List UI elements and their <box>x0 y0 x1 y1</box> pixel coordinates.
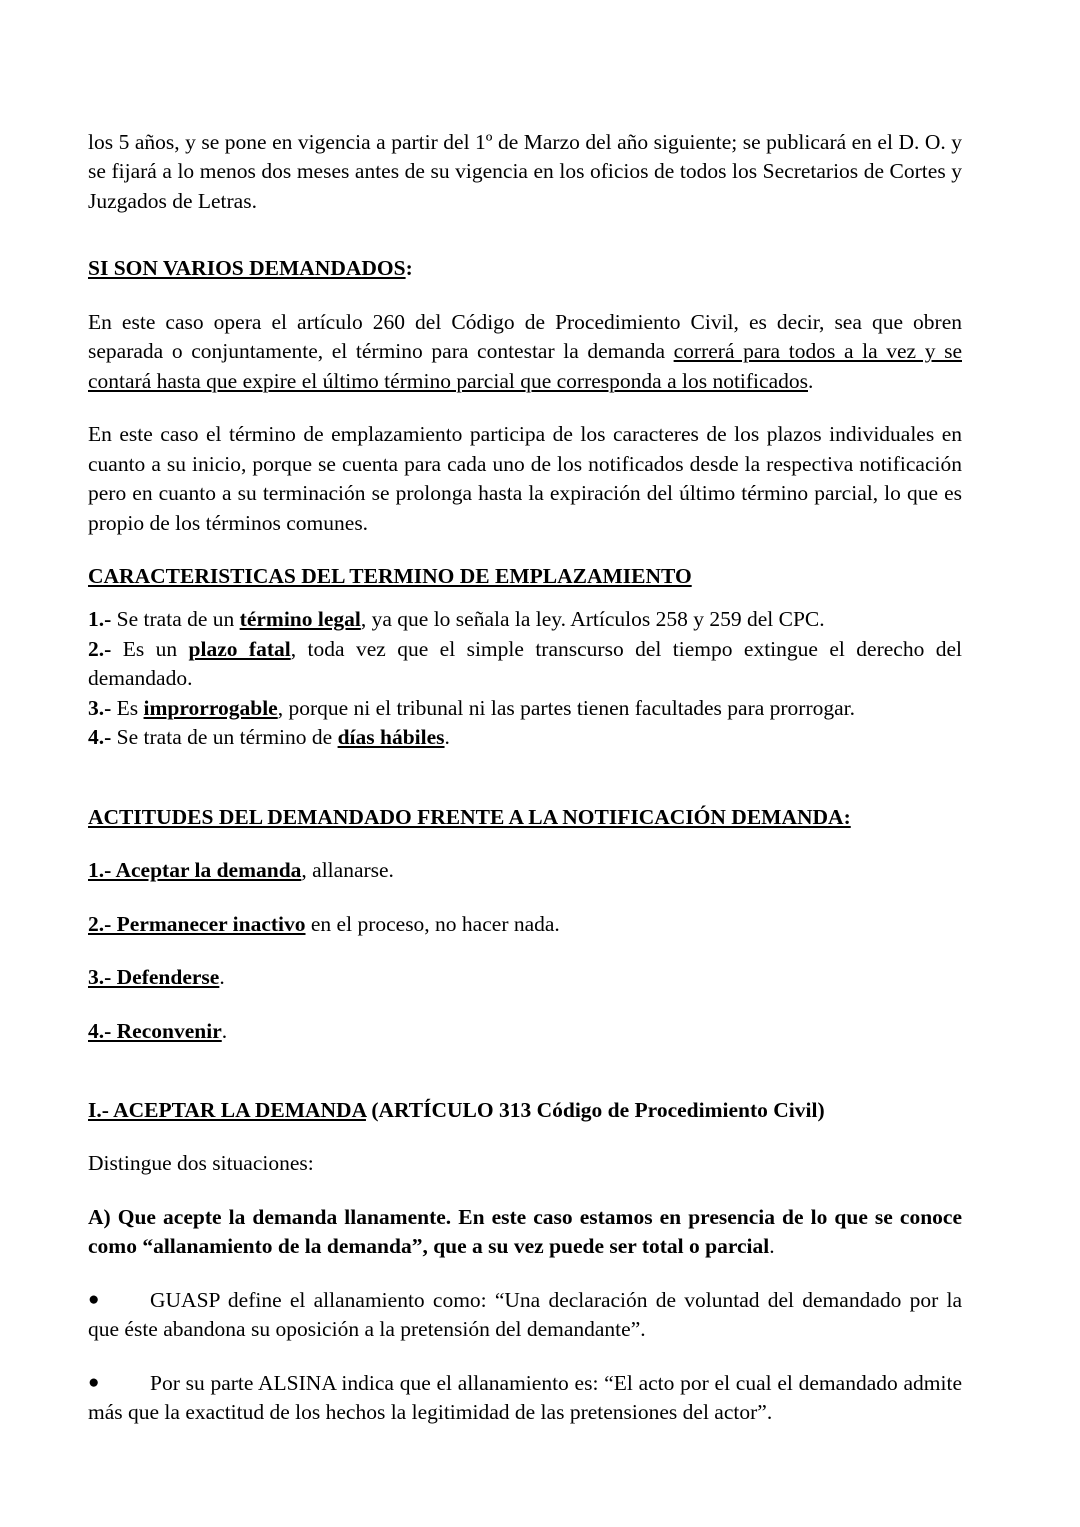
caracteristica-item-pre: Se trata de un término de <box>111 725 338 750</box>
heading-aceptar-la-demanda <box>88 1096 962 1125</box>
spacer <box>88 538 962 562</box>
actitud-item-rest: en el proceso, no hacer nada. <box>305 911 560 936</box>
heading-actitudes-text: ACTITUDES DEL DEMANDADO FRENTE A LA NOTIFICACIÓN DEMANDA: <box>88 804 851 829</box>
caracteristica-item-key-term: días hábiles <box>337 725 445 750</box>
actitud-item-rest: . <box>219 965 225 990</box>
bullet-alsina-content: Por su parte ALSINA indica que el allanamiento es: “El acto por el cual el demandado admite más que la exactitud de los hechos la legitimidad de las pretensiones del actor”. <box>88 1370 962 1425</box>
heading-varios-demandados-colon: : <box>405 256 413 281</box>
actitud-item-label: 2.- Permanecer inactivo <box>88 911 306 936</box>
spacer <box>88 591 962 605</box>
caracteristica-item-number: 1.- <box>88 607 112 632</box>
caracteristica-item-key-term: improrrogable <box>143 695 278 720</box>
paragraph-articulo-260-end: . <box>808 368 814 393</box>
paragraph-distingue-dos-situaciones: Distingue dos situaciones: <box>88 1151 314 1176</box>
caracteristica-item-pre: Se trata de un <box>111 607 240 632</box>
actitud-item-rest: . <box>221 1018 228 1043</box>
paragraph-option-a <box>88 1203 962 1262</box>
bullet-alsina-text <box>88 1369 962 1428</box>
bullet-alsina <box>88 1369 962 1428</box>
spacer <box>88 832 962 856</box>
paragraph-articulo-260-underlined: correrá para todos a la vez y se contará hasta que expire el último término parcial que corresponda a los notificados <box>88 339 962 393</box>
caracteristica-item <box>88 694 962 723</box>
heading-aceptar-la-demanda-parenthetical: (ARTÍCULO 313 Código de Procedimiento Civil) <box>365 1097 825 1122</box>
caracteristica-item-post: , toda vez que el simple transcurso del tiempo extingue el derecho del demandado. <box>88 636 962 691</box>
caracteristica-item-pre: Es un <box>111 636 189 661</box>
bullet-guasp <box>88 1286 962 1345</box>
spacer <box>88 1046 962 1096</box>
spacer <box>88 284 962 308</box>
bullet-point-icon: ● <box>88 1288 100 1310</box>
paragraph-option-a-end: . <box>769 1234 775 1259</box>
caracteristica-item-key-term: término legal <box>239 607 361 632</box>
caracteristica-item-number: 3.- <box>88 695 112 720</box>
bullet-point-icon: ● <box>88 1371 100 1393</box>
heading-actitudes <box>88 803 962 832</box>
document-body <box>88 128 962 1428</box>
actitud-item-label: 1.- Aceptar la demanda <box>88 858 302 883</box>
paragraph-option-a-bold: A) Que acepte la demanda llanamente. En este caso estamos en presencia de lo que se conoce como “allanamiento de la demanda”, que a su vez puede ser total o parcial <box>88 1204 962 1259</box>
spacer <box>88 216 962 254</box>
caracteristica-item-post: , porque ni el tribunal ni las partes tienen facultades para prorrogar. <box>277 695 856 720</box>
actitud-item <box>88 910 962 939</box>
spacer <box>88 753 962 803</box>
spacer <box>88 1345 962 1369</box>
heading-aceptar-la-demanda-underlined: I.- ACEPTAR LA DEMANDA <box>88 1097 366 1122</box>
actitud-item <box>88 856 962 885</box>
bullet-guasp-content: GUASP define el allanamiento como: “Una declaración de voluntad del demandado por la que éste abandona su oposición a la pretensión del demandante”. <box>88 1287 962 1342</box>
actitud-item <box>88 963 962 992</box>
caracteristica-item-pre: Es <box>111 695 144 720</box>
actitud-item-label: 4.- Reconvenir <box>88 1018 222 1043</box>
paragraph-continuation: los 5 años, y se pone en vigencia a partir del 1º de Marzo del año siguiente; se publicará en el D. O. y se fijará a lo menos dos meses antes de su vigencia en los oficios de todos los Secretarios de Cortes y Juzgados de Letras. <box>88 130 962 213</box>
spacer <box>88 1179 962 1203</box>
actitud-item <box>88 1017 962 1046</box>
caracteristica-item-post: , ya que lo señala la ley. Artículos 258 y 259 del CPC. <box>360 607 825 632</box>
caracteristica-item <box>88 635 962 694</box>
heading-caracteristicas-text: CARACTERISTICAS DEL TERMINO DE EMPLAZAMIENTO <box>88 563 692 588</box>
actitud-item-label: 3.- Defenderse <box>88 965 220 990</box>
caracteristica-item-number: 4.- <box>88 725 112 750</box>
spacer <box>88 396 962 420</box>
caracteristica-item-post: . <box>444 725 450 750</box>
paragraph-articulo-260-plain: En este caso opera el artículo 260 del Código de Procedimiento Civil, es decir, sea que obren separada o conjuntamente, el término para contestar la demanda <box>88 309 962 364</box>
caracteristica-item <box>88 723 962 752</box>
spacer <box>88 993 962 1017</box>
spacer <box>88 939 962 963</box>
caracteristica-item-number: 2.- <box>88 636 112 661</box>
caracteristica-item-key-term: plazo fatal <box>188 636 291 661</box>
heading-varios-demandados-text: SI SON VARIOS DEMANDADOS <box>88 256 406 281</box>
spacer <box>88 1125 962 1149</box>
heading-varios-demandados <box>88 254 962 283</box>
bullet-guasp-text <box>88 1286 962 1345</box>
heading-caracteristicas <box>88 562 962 591</box>
spacer <box>88 1262 962 1286</box>
paragraph-plazos-individuales: En este caso el término de emplazamiento participa de los caracteres de los plazos individuales en cuanto a su inicio, porque se cuenta para cada uno de los notificados desde la respectiva notificación pero en cuanto a su terminación se prolonga hasta la expiración del último término parcial, lo que es propio de los términos comunes. <box>88 422 962 535</box>
paragraph-articulo-260 <box>88 308 962 396</box>
caracteristica-item <box>88 605 962 634</box>
spacer <box>88 886 962 910</box>
actitud-item-rest: , allanarse. <box>301 858 394 883</box>
